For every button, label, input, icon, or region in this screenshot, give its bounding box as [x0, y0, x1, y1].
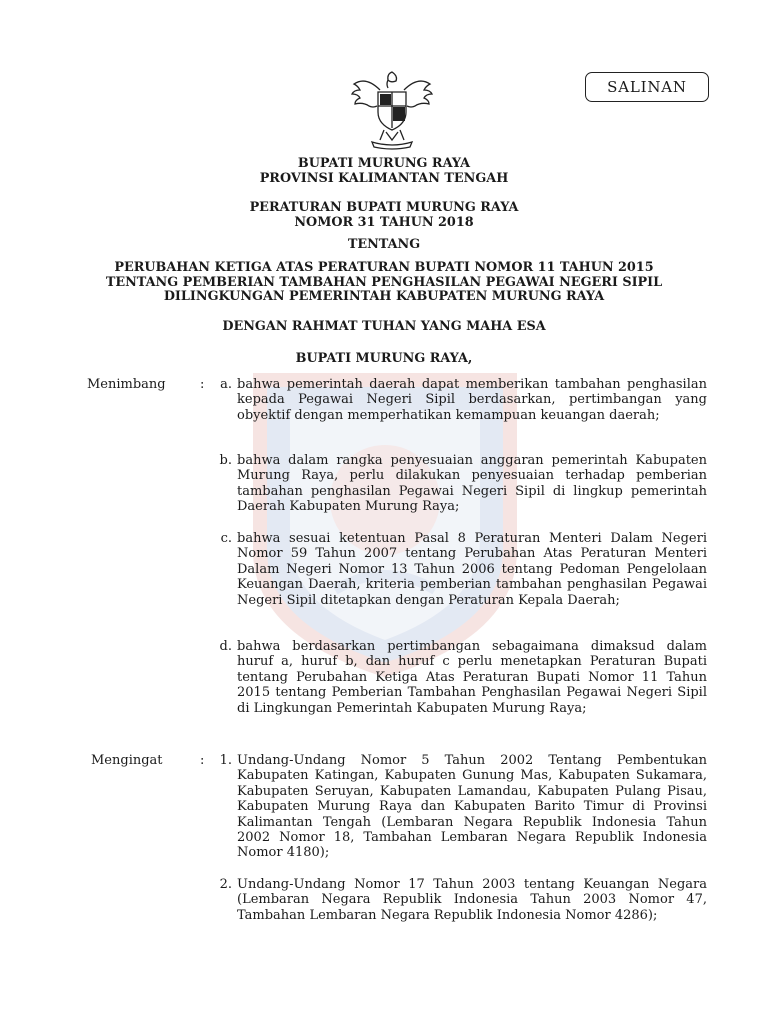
legal-basis-item: Undang-Undang Nomor 5 Tahun 2002 Tentang Pembentukan Kabupaten Katingan, Kabupaten Gunung Mas, Kabupaten Sukamara, Kabupaten Seruyan, Kabupaten Lamandau, Kabupaten Pulang Pisau, Kabupaten Murung Raya dan Kabupaten Barito Timur di Provinsi Kalimantan Tengah (Lembaran Negara Republik Indonesia Tahun 2002 Nomor 18, Tambahan Lembaran Negara Republik Indonesia Nomor 4180);: [237, 753, 707, 861]
legal-basis-item: Undang-Undang Nomor 17 Tahun 2003 tentang Keuangan Negara (Lembaran Negara Republik Indonesia Tahun 2003 Nomor 47, Tambahan Lembaran Negara Republik Indonesia Nomor 4286);: [237, 877, 707, 923]
heading-line: NOMOR 31 TAHUN 2018: [294, 214, 474, 230]
heading-line: PERATURAN BUPATI MURUNG RAYA: [249, 200, 519, 215]
colon: :: [200, 753, 205, 768]
colon: :: [200, 377, 205, 392]
consideration-item: bahwa berdasarkan pertimbangan sebagaimana dimaksud dalam huruf a, huruf b, dan huruf c perlu menetapkan Peraturan Bupati tentang Perubahan Ketiga Atas Peraturan Bupati Nomor 11 Tahun 2015 tentang Pemberian Tambahan Penghasilan Pegawai Negeri Sipil di Lingkungan Pemerintah Kabupaten Murung Raya;: [237, 639, 707, 716]
item-marker: b.: [219, 453, 232, 468]
garuda-emblem-icon: [350, 66, 434, 150]
item-marker: c.: [220, 531, 232, 546]
item-marker: 2.: [219, 877, 232, 892]
item-marker: a.: [220, 377, 232, 392]
regulation-subject: [0, 261, 768, 305]
consideration-item: bahwa sesuai ketentuan Pasal 8 Peraturan Menteri Dalam Negeri Nomor 59 Tahun 2007 tentang Perubahan Atas Peraturan Menteri Dalam Negeri Nomor 13 Tahun 2006 tentang Pedoman Pengelolaan Keuangan Daerah, kriteria pemberian tambahan penghasilan Pegawai Negeri Sipil ditetapkan dengan Peraturan Kepala Daerah;: [237, 531, 707, 608]
heading-line: PERUBAHAN KETIGA ATAS PERATURAN BUPATI NOMOR 11 TAHUN 2015: [114, 260, 654, 275]
salinan-stamp: SALINAN: [585, 72, 709, 102]
heading-line: PROVINSI KALIMANTAN TENGAH: [259, 170, 509, 186]
item-marker: 1.: [219, 753, 232, 768]
authority-heading: [0, 157, 768, 186]
consideration-item: bahwa pemerintah daerah dapat memberikan tambahan penghasilan kepada Pegawai Negeri Sipil berdasarkan, pertimbangan yang obyektif dengan memperhatikan kemampuan keuangan daerah;: [237, 377, 707, 423]
tentang-heading: TENTANG: [347, 237, 421, 252]
heading-line: TENTANG PEMBERIAN TAMBAHAN PENGHASILAN PEGAWAI NEGERI SIPIL: [105, 274, 663, 290]
heading-line: BUPATI MURUNG RAYA: [297, 156, 471, 171]
regulation-title: [0, 201, 768, 230]
menimbang-label: Menimbang: [87, 377, 166, 392]
enactor: BUPATI MURUNG RAYA,: [295, 351, 473, 366]
consideration-item: bahwa dalam rangka penyesuaian anggaran pemerintah Kabupaten Murung Raya, perlu dilakukan penyesuaian terhadap pemberian tambahan penghasilan Pegawai Negeri Sipil di lingkup pemerintah Daerah Kabupaten Murung Raya;: [237, 453, 707, 515]
preamble: DENGAN RAHMAT TUHAN YANG MAHA ESA: [222, 319, 546, 334]
heading-line: DILINGKUNGAN PEMERINTAH KABUPATEN MURUNG RAYA: [163, 289, 605, 304]
mengingat-label: Mengingat: [91, 753, 163, 768]
item-marker: d.: [219, 639, 232, 654]
